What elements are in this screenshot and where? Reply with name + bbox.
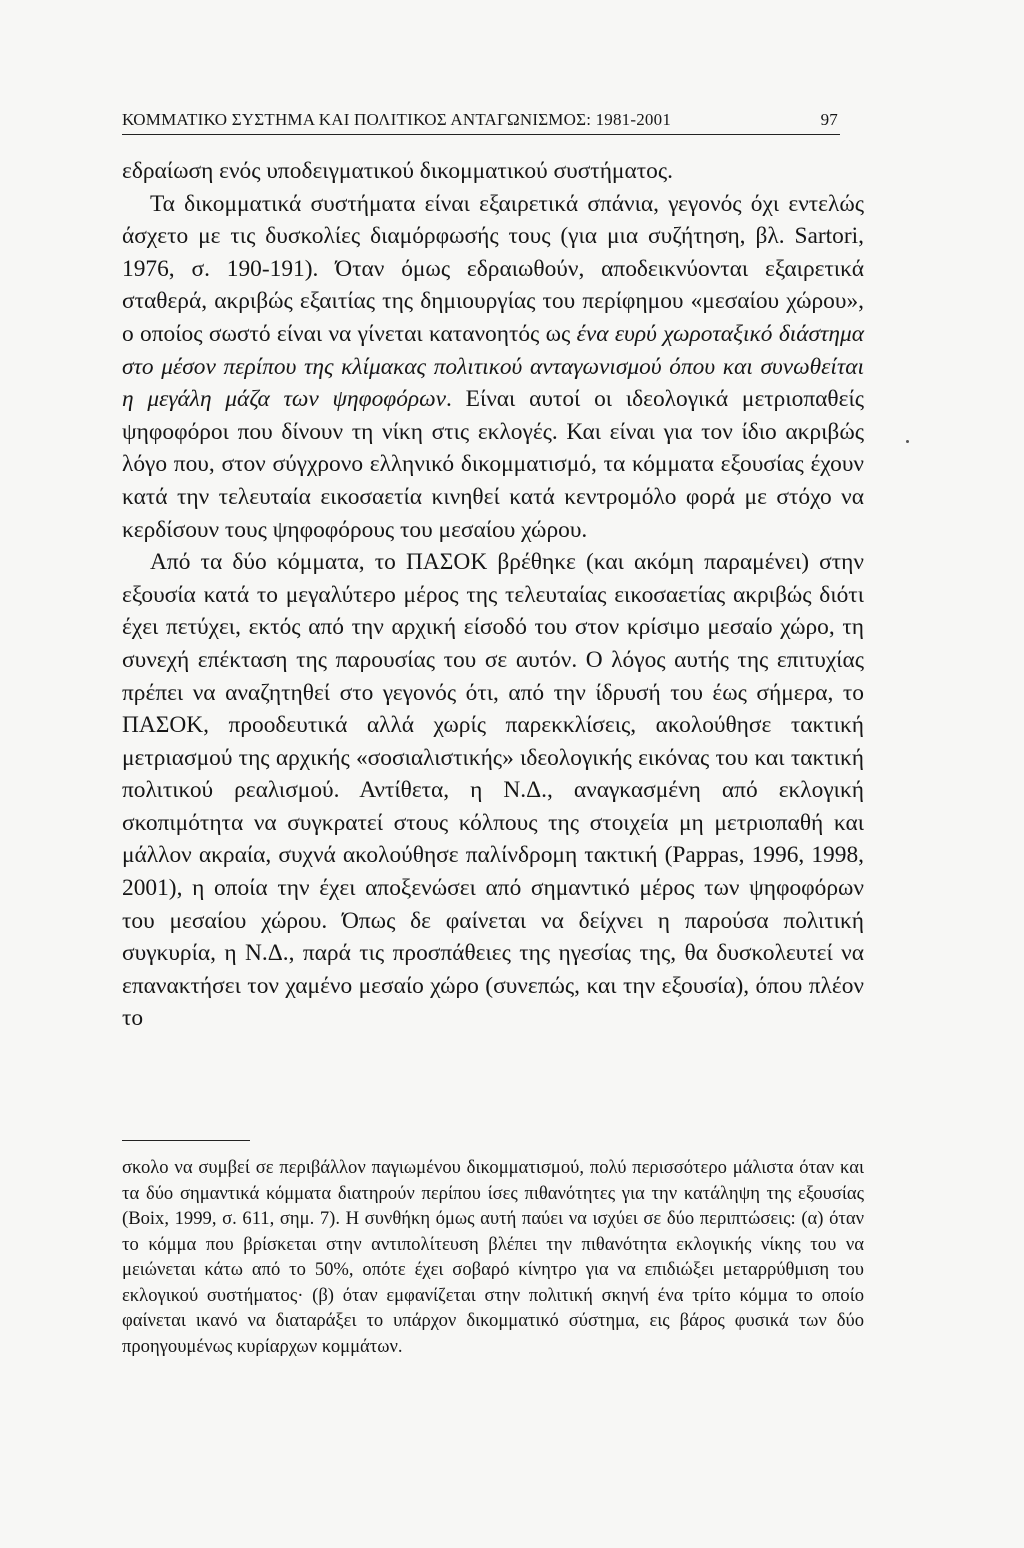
main-text (122, 155, 864, 1035)
running-header (122, 104, 840, 135)
paragraph-2 (122, 188, 864, 547)
scan-speck (906, 440, 909, 443)
paragraph-1: εδραίωση ενός υποδειγματικού δικομματικού συστήματος. (122, 158, 673, 184)
page-number: 97 (820, 110, 838, 129)
paragraph-2-text-b: . Είναι αυτοί οι ιδεολογικά μετριοπαθείς ψηφοφόροι που δίνουν τη νίκη στις εκλογές. Και είναι για τον ίδιο ακριβώς λόγο που, στον σύγχρονο ελληνικό δικομματισμό, τα κόμματα εξουσίας έχουν κατά την τελευταία εικοσαετία κινηθεί κατά κεντρομόλο φορά με στόχο να κερδίσουν τους ψηφοφόρους του μεσαίου χώρου. (122, 386, 864, 543)
footnote-text: σκολο να συμβεί σε περιβάλλον παγιωμένου δικομματισμού, πολύ περισσότερο μάλιστα όταν και τα δύο σημαντικά κόμματα διατηρούν περίπου ίσες πιθανότητες για την κατάληψη της εξουσίας (Boix, 1999, σ. 611, σημ. 7). Η συνθήκη όμως αυτή παύει να ισχύει σε δύο περιπτώσεις: (α) όταν το κόμμα που βρίσκεται στην αντιπολίτευση βλέπει την πιθανότητα εκλογικής νίκης του να μειώνεται κάτω από το 50%, οπότε έχει σοβαρό κίνητρο για να επιδιώξει μεταρρύθμιση του εκλογικού συστήματος· (β) όταν εμφανίζεται στην πολιτική σκηνή ένα τρίτο κόμμα το οποίο φαίνεται ικανό να διαταράξει το υπάρχον δικομματικό σύστημα, εις βάρος φυσικά των δύο προηγουμένως κυρίαρχων κομμάτων. (122, 1157, 864, 1357)
footnote (122, 1155, 864, 1359)
footnote-separator (122, 1140, 250, 1141)
paragraph-3: Από τα δύο κόμματα, το ΠΑΣΟΚ βρέθηκε (και ακόμη παραμένει) στην εξουσία κατά το μεγαλύτερο μέρος της τελευταίας εικοσαετίας ακριβώς διότι έχει πετύχει, εκτός από την αρχική είσοδό του στον κρίσιμο μεσαίο χώρο, τη συνεχή επέκταση της παρουσίας του σε αυτόν. Ο λόγος αυτής της επιτυχίας πρέπει να αναζητηθεί στο γεγονός ότι, από την ίδρυσή του έως σήμερα, το ΠΑΣΟΚ, προοδευτικά αλλά χωρίς παρεκκλίσεις, ακολούθησε τακτική μετριασμού της αρχικής «σοσιαλιστικής» ιδεολογικής εικόνας του και τακτική πολιτικού ρεαλισμού. Αντίθετα, η Ν.Δ., αναγκασμένη από εκλογική σκοπιμότητα να συγκρατεί στους κόλπους της στοιχεία μη μετριοπαθή και μάλλον ακραία, συχνά ακολούθησε παλίνδρομη τακτική (Pappas, 1996, 1998, 2001), η οποία την έχει αποξενώσει από σημαντικό μέρος των ψηφοφόρων του μεσαίου χώρου. Όπως δε φαίνεται να δείχνει η παρούσα πολιτική συγκυρία, η Ν.Δ., παρά τις προσπάθειες της ηγεσίας της, θα δυσκολευτεί να επανακτήσει τον χαμένο μεσαίο χώρο (συνεπώς, και την εξουσία), όπου πλέον το (122, 549, 864, 1032)
running-header-title: ΚΟΜΜΑΤΙΚΟ ΣΥΣΤΗΜΑ ΚΑΙ ΠΟΛΙΤΙΚΟΣ ΑΝΤΑΓΩΝΙΣΜΟΣ: 1981-2001 (122, 110, 672, 129)
paragraph-2-italic: ένα ευρύ χωροταξικό διάστημα στο μέσον περίπου της κλίμακας πολιτικού ανταγωνισμού όπου και συνωθείται η μεγάλη μάζα των ψηφοφόρων (122, 320, 864, 413)
paragraph-2-text-a: Τα δικομματικά συστήματα είναι εξαιρετικά σπάνια, γεγονός όχι εντελώς άσχετο με τις δυσκολίες διαμόρφωσής τους (για μια συζήτηση, βλ. Sartori, 1976, σ. 190-191). Όταν όμως εδραιωθούν, αποδεικνύονται εξαιρετικά σταθερά, ακριβώς εξαιτίας της δημιουργίας του περίφημου «μεσαίου χώρου», ο οποίος σωστό είναι να γίνεται κατανοητός ως (122, 190, 864, 347)
